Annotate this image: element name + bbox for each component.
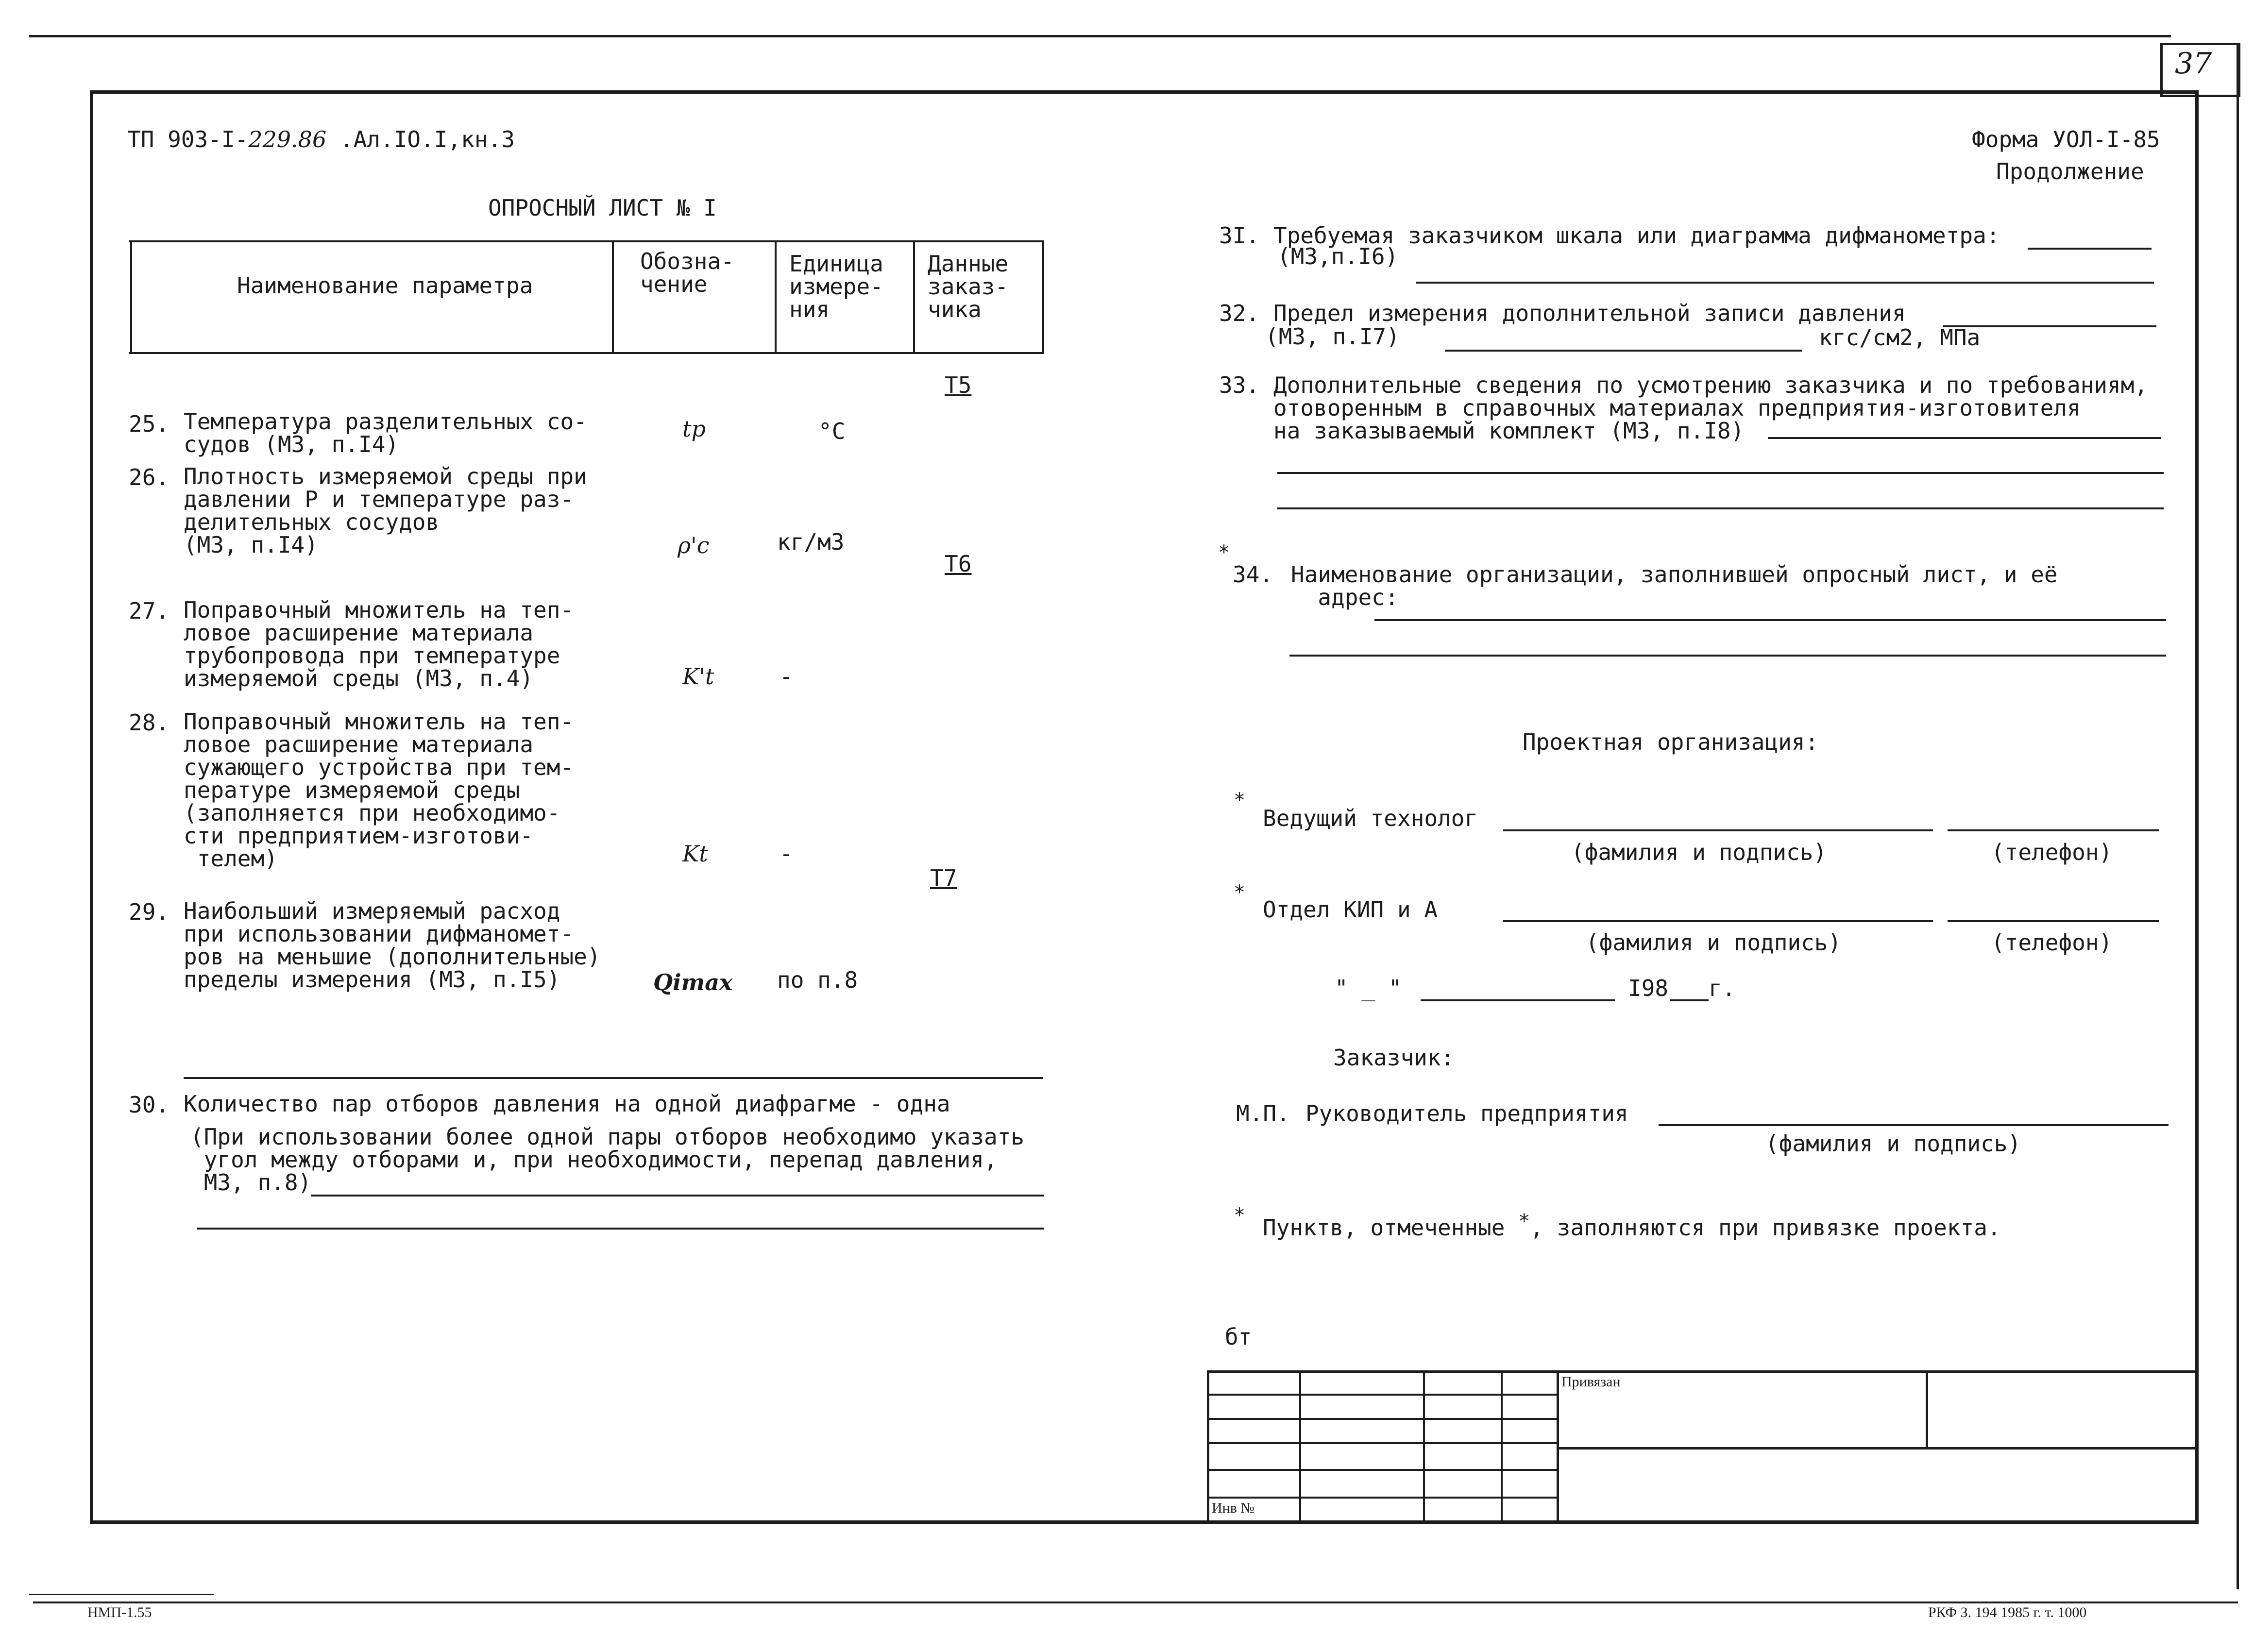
item-34-fill-line-1 <box>1374 619 2166 621</box>
date-year: I98 <box>1628 975 1669 1001</box>
right-border-line <box>2237 43 2239 1589</box>
enterprise-head-line <box>1659 1124 2169 1126</box>
lead-tech-phone-line <box>1948 829 2159 831</box>
item-number: 34. <box>1233 561 1273 588</box>
row30-fill-line-1 <box>311 1195 1044 1197</box>
param-unit: по п.8 <box>777 967 858 993</box>
kip-sign-line <box>1503 920 1933 922</box>
col-header-customer: Данные заказ- чика <box>928 251 1009 322</box>
customer-heading: Заказчик: <box>1333 1045 1455 1071</box>
row-number: 25. <box>129 411 169 437</box>
footnote: Пунктв, отмеченные *, заполняются при привязке проекта. <box>1263 1210 2001 1241</box>
footer-rule <box>29 1594 214 1595</box>
item-31-fill-line-2 <box>1416 282 2154 284</box>
kip-phone-line <box>1948 920 2159 922</box>
star-mark: * <box>1218 541 1230 564</box>
stamp-hline-4 <box>1207 1469 1557 1471</box>
param-symbol: K't <box>682 663 714 690</box>
item-31-text: Требуемая заказчиком шкала или диаграмма дифманометра: <box>1273 222 2000 249</box>
item-32-fill-line-2 <box>1445 350 1802 352</box>
stamp-vline-5 <box>1926 1370 1928 1448</box>
row30-top-line <box>184 1077 1043 1079</box>
item-32-text: Предел измерения дополнительной записи давления <box>1273 300 1906 326</box>
item-31-ref: (МЗ,п.I6) <box>1277 243 1399 270</box>
item-number: 33. <box>1219 372 1260 398</box>
row-number: 27. <box>129 598 169 624</box>
table-col-line-1 <box>612 240 614 353</box>
col-header-name: Наименование параметра <box>237 272 533 299</box>
col-header-unit: Единица измере- ния <box>789 251 883 322</box>
table-header-bottom <box>129 352 1044 354</box>
mark-t6: T6 <box>945 551 972 577</box>
row-number: 28. <box>129 709 169 736</box>
bt-label: бт <box>1225 1324 1252 1350</box>
col-header-symbol: Обозна- чение <box>640 248 734 297</box>
star-mark: * <box>1234 1204 1246 1227</box>
fio-sign-caption: (фамилия и подпись) <box>1765 1130 2021 1157</box>
mp-label: М.П. <box>1236 1100 1290 1127</box>
item-31-fill-line <box>2028 248 2152 250</box>
table-col-line-2 <box>775 240 777 353</box>
param-text: Плотность измеряемой среды при давлении Р и температуре раз- делительных сосудов (МЗ, п.I4) <box>184 463 587 558</box>
mark-t5: T5 <box>945 372 972 398</box>
table-col-line-3 <box>913 240 915 353</box>
row30-text: Количество пар отборов давления на одной диафрагме - одна <box>184 1091 950 1117</box>
row-number: 29. <box>129 899 169 925</box>
date-month-line <box>1421 999 1615 1001</box>
param-unit: °C <box>818 418 846 444</box>
param-text: Наибольший измеряемый расход при использовании дифманомет- ров на меньшие (дополнительные) пределы измерения (МЗ, п.I5) <box>184 898 601 993</box>
phone-caption: (телефон) <box>1991 839 2113 865</box>
stamp-hline-5 <box>1207 1497 1557 1499</box>
row-number: 30. <box>129 1092 169 1118</box>
lead-tech-sign-line <box>1503 829 1933 831</box>
param-symbol: Qimax <box>653 969 733 995</box>
item-33-fill-line-1 <box>1768 437 2161 439</box>
param-text: Поправочный множитель на теп- ловое расширение материала сужающего устройства при тем- пературе измеряемой среды (заполняется при необходимо- сти предприятием-изготови- телем) <box>184 708 574 872</box>
row30-fill-line-2 <box>197 1228 1044 1230</box>
stamp-attached-label: Привязан <box>1561 1374 1621 1390</box>
doc-code: ТП 903-I-229.86 .Ал.IO.I,кн.3 <box>127 126 515 152</box>
date-day: " _ " <box>1335 975 1402 1001</box>
row30-note: (При использовании более одной пары отборов необходимо указать угол между отборами и, при необходимости, перепад давления, МЗ, п.8) <box>190 1124 1025 1196</box>
item-34-fill-line-2 <box>1289 655 2166 657</box>
table-col-line-0 <box>130 240 132 353</box>
stamp-hline-2 <box>1207 1418 1557 1420</box>
table-col-line-4 <box>1042 240 1044 353</box>
item-33-fill-line-2 <box>1277 472 2164 474</box>
form-code: Форма УОЛ-I-85 <box>1972 126 2160 152</box>
param-unit: кг/м3 <box>777 529 845 555</box>
kip-dept-label: Отдел КИП и А <box>1263 896 1438 923</box>
lead-technologist-label: Ведущий технолог <box>1263 805 1478 831</box>
item-number: 32. <box>1219 300 1260 326</box>
mark-t7: T7 <box>930 865 957 891</box>
page-number: 37 <box>2175 47 2212 81</box>
date-year-line <box>1670 999 1709 1001</box>
stamp-hline-3 <box>1207 1442 1557 1444</box>
item-32-ref: (МЗ, п.I7) <box>1265 323 1400 350</box>
footer-right-code: РКФ З. 194 1985 г. т. 1000 <box>1928 1604 2087 1620</box>
stamp-hline-wide <box>1557 1447 2198 1450</box>
star-mark: * <box>1234 789 1246 811</box>
top-border-line <box>29 35 2171 37</box>
item-33-text: Дополнительные сведения по усмотрению заказчика и по требованиям, отоворенным в справочных материалах предприятия-изготовителя на заказываемый комплект (МЗ, п.I8) <box>1273 372 2148 444</box>
phone-caption: (телефон) <box>1991 929 2113 956</box>
footer-left-code: НМП-1.55 <box>87 1604 152 1620</box>
param-symbol: Kt <box>682 841 708 867</box>
design-org-heading: Проектная организация: <box>1523 729 1819 755</box>
fio-sign-caption: (фамилия и подпись) <box>1586 929 1842 956</box>
stamp-hline-1 <box>1207 1394 1557 1396</box>
bottom-border-line <box>33 1601 2238 1603</box>
fio-sign-caption: (фамилия и подпись) <box>1571 839 1827 865</box>
date-year-suffix: г. <box>1709 975 1736 1001</box>
sheet-title: ОПРОСНЫЙ ЛИСТ № I <box>488 195 717 221</box>
item-33-fill-line-3 <box>1277 507 2164 509</box>
param-text: Температура разделительных со- судов (МЗ, п.I4) <box>184 408 587 457</box>
row-number: 26. <box>129 464 169 490</box>
item-number: 3I. <box>1219 222 1260 249</box>
table-header-top <box>129 240 1044 242</box>
star-mark: * <box>1234 881 1246 904</box>
stamp-inv-no-label: Инв № <box>1212 1500 1255 1516</box>
enterprise-head-label: Руководитель предприятия <box>1305 1100 1628 1127</box>
item-32-unit: кгс/см2, МПа <box>1819 324 1981 351</box>
param-text: Поправочный множитель на теп- ловое расширение материала трубопровода при температуре измеряемой среды (МЗ, п.4) <box>184 597 574 691</box>
continuation-label: Продолжение <box>1996 158 2144 185</box>
param-unit: - <box>780 841 793 867</box>
param-symbol: ρ'c <box>678 532 710 558</box>
param-symbol: tp <box>682 416 706 442</box>
param-unit: - <box>780 663 793 690</box>
item-34-text: Наименование организации, заполнившей опросный лист, и её адрес: <box>1291 561 2058 610</box>
